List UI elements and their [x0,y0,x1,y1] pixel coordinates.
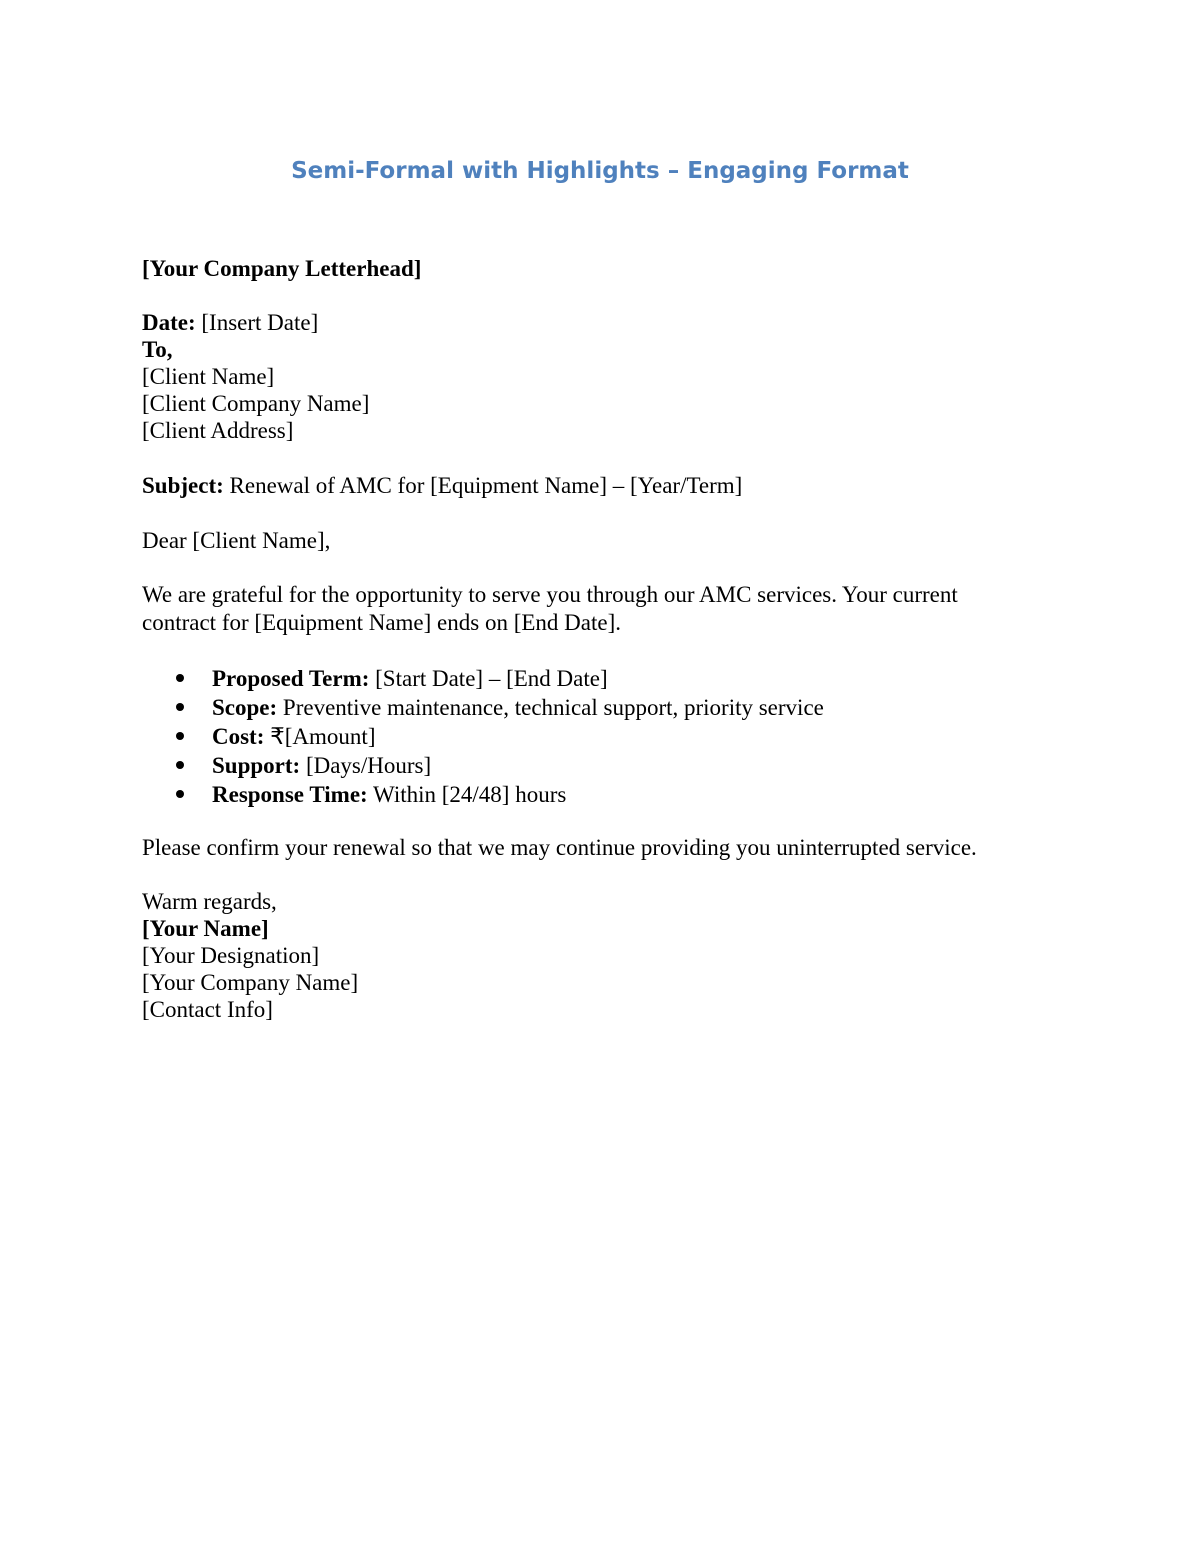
highlight-label: Cost: [212,724,265,749]
highlight-label: Support: [212,753,301,778]
sender-contact: [Contact Info] [142,997,273,1022]
intro-line-1: We are grateful for the opportunity to serve you through our AMC services. Your current [142,582,958,607]
list-item [142,722,824,751]
highlight-value: Preventive maintenance, technical support, priority service [277,695,824,720]
closing-paragraph: Please confirm your renewal so that we may continue providing you uninterrupted service. [142,835,977,860]
bullet-icon [176,674,184,682]
regards-text: Warm regards, [142,889,277,914]
list-item [142,664,824,693]
bullet-icon [176,732,184,740]
intro-paragraph [142,581,1042,637]
client-address: [Client Address] [142,418,294,443]
client-company: [Client Company Name] [142,391,370,416]
highlight-value: [Start Date] – [End Date] [369,666,608,691]
subject-value: Renewal of AMC for [Equipment Name] – [Year/Term] [223,473,743,498]
date-and-recipient [142,309,1042,444]
highlight-label: Scope: [212,695,278,720]
to-label: To, [142,337,173,362]
sender-designation: [Your Designation] [142,943,320,968]
bullet-icon [176,703,184,711]
signature-block [142,888,1042,1023]
highlight-value: Within [24/48] hours [367,782,567,807]
list-item [142,693,824,722]
highlight-value: [Days/Hours] [300,753,432,778]
date-value: [Insert Date] [195,310,319,335]
list-item [142,751,824,780]
highlight-label: Response Time: [212,782,368,807]
highlight-label: Proposed Term: [212,666,370,691]
subject-label: Subject: [142,473,224,498]
date-label: Date: [142,310,196,335]
sender-company: [Your Company Name] [142,970,359,995]
date-line [142,309,1042,336]
bullet-icon [176,790,184,798]
letterhead [142,255,1042,282]
document-title: Semi-Formal with Highlights – Engaging Format [291,158,909,184]
subject-line [142,472,1042,499]
client-name: [Client Name] [142,364,275,389]
highlight-value: ₹[Amount] [264,724,376,749]
intro-line-2: contract for [Equipment Name] ends on [End Date]. [142,610,621,635]
highlights-list [142,664,824,809]
list-item [142,780,824,809]
salutation: Dear [Client Name], [142,528,331,553]
letterhead-text: [Your Company Letterhead] [142,256,422,281]
sender-name: [Your Name] [142,916,269,941]
bullet-icon [176,761,184,769]
